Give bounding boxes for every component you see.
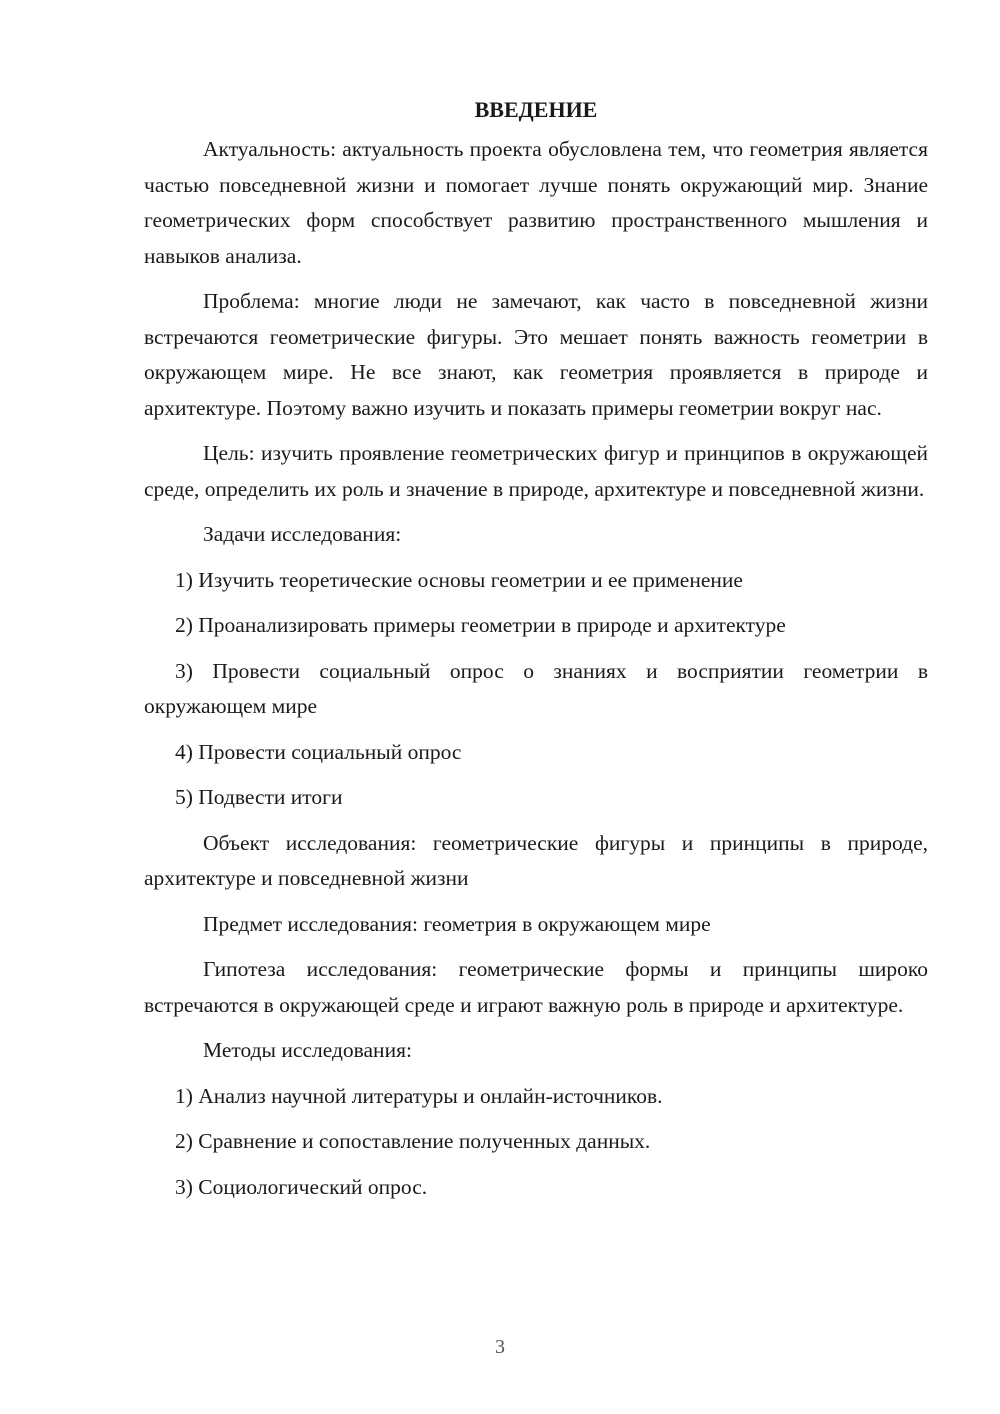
task-item: 1) Изучить теоретические основы геометрии и ее применение [175, 567, 743, 592]
page-number: 3 [495, 1336, 505, 1358]
goal-paragraph: Цель: изучить проявление геометрических фигур и принципов в окружающей среде, определить их роль и значение в природе, архитектуре и повседневной жизни. [144, 441, 928, 501]
problem-paragraph: Проблема: многие люди не замечают, как часто в повседневной жизни встречаются геометрические фигуры. Это мешает понять важность геометрии в окружающем мире. Не все знают, как геометрия проявляется в природе и архитектуре. Поэтому важно изучить и показать примеры геометрии вокруг нас. [144, 289, 928, 420]
object-paragraph: Объект исследования: геометрические фигуры и принципы в природе, архитектуре и повседневной жизни [144, 830, 928, 890]
methods-list [144, 1079, 928, 1206]
method-item: 1) Анализ научной литературы и онлайн-источников. [175, 1083, 663, 1108]
methods-heading: Методы исследования: [203, 1038, 412, 1062]
task-item: 2) Проанализировать примеры геометрии в природе и архитектуре [175, 613, 786, 637]
task-item: 3) Провести социальный опрос о знаниях и восприятии геометрии в окружающем мире [144, 658, 928, 718]
subject-paragraph: Предмет исследования: геометрия в окружающем мире [203, 911, 711, 936]
method-item: 3) Социологический опрос. [175, 1174, 428, 1199]
task-item: 5) Подвести итоги [175, 785, 343, 809]
method-item: 2) Сравнение и сопоставление полученных данных. [175, 1129, 651, 1153]
document-page [144, 92, 928, 1215]
relevance-paragraph: Актуальность: актуальность проекта обусловлена тем, что геометрия является частью повседневной жизни и помогает лучше понять окружающий мир. Знание геометрических форм способствует развитию пространственного мышления и навыков анализа. [144, 137, 928, 268]
task-item: 4) Провести социальный опрос [175, 739, 462, 764]
tasks-list [144, 563, 928, 816]
tasks-heading: Задачи исследования: [203, 522, 402, 546]
section-title: ВВЕДЕНИЕ [474, 97, 598, 122]
hypothesis-paragraph: Гипотеза исследования: геометрические формы и принципы широко встречаются в окружающей среде и играют важную роль в природе и архитектуре. [144, 957, 928, 1017]
